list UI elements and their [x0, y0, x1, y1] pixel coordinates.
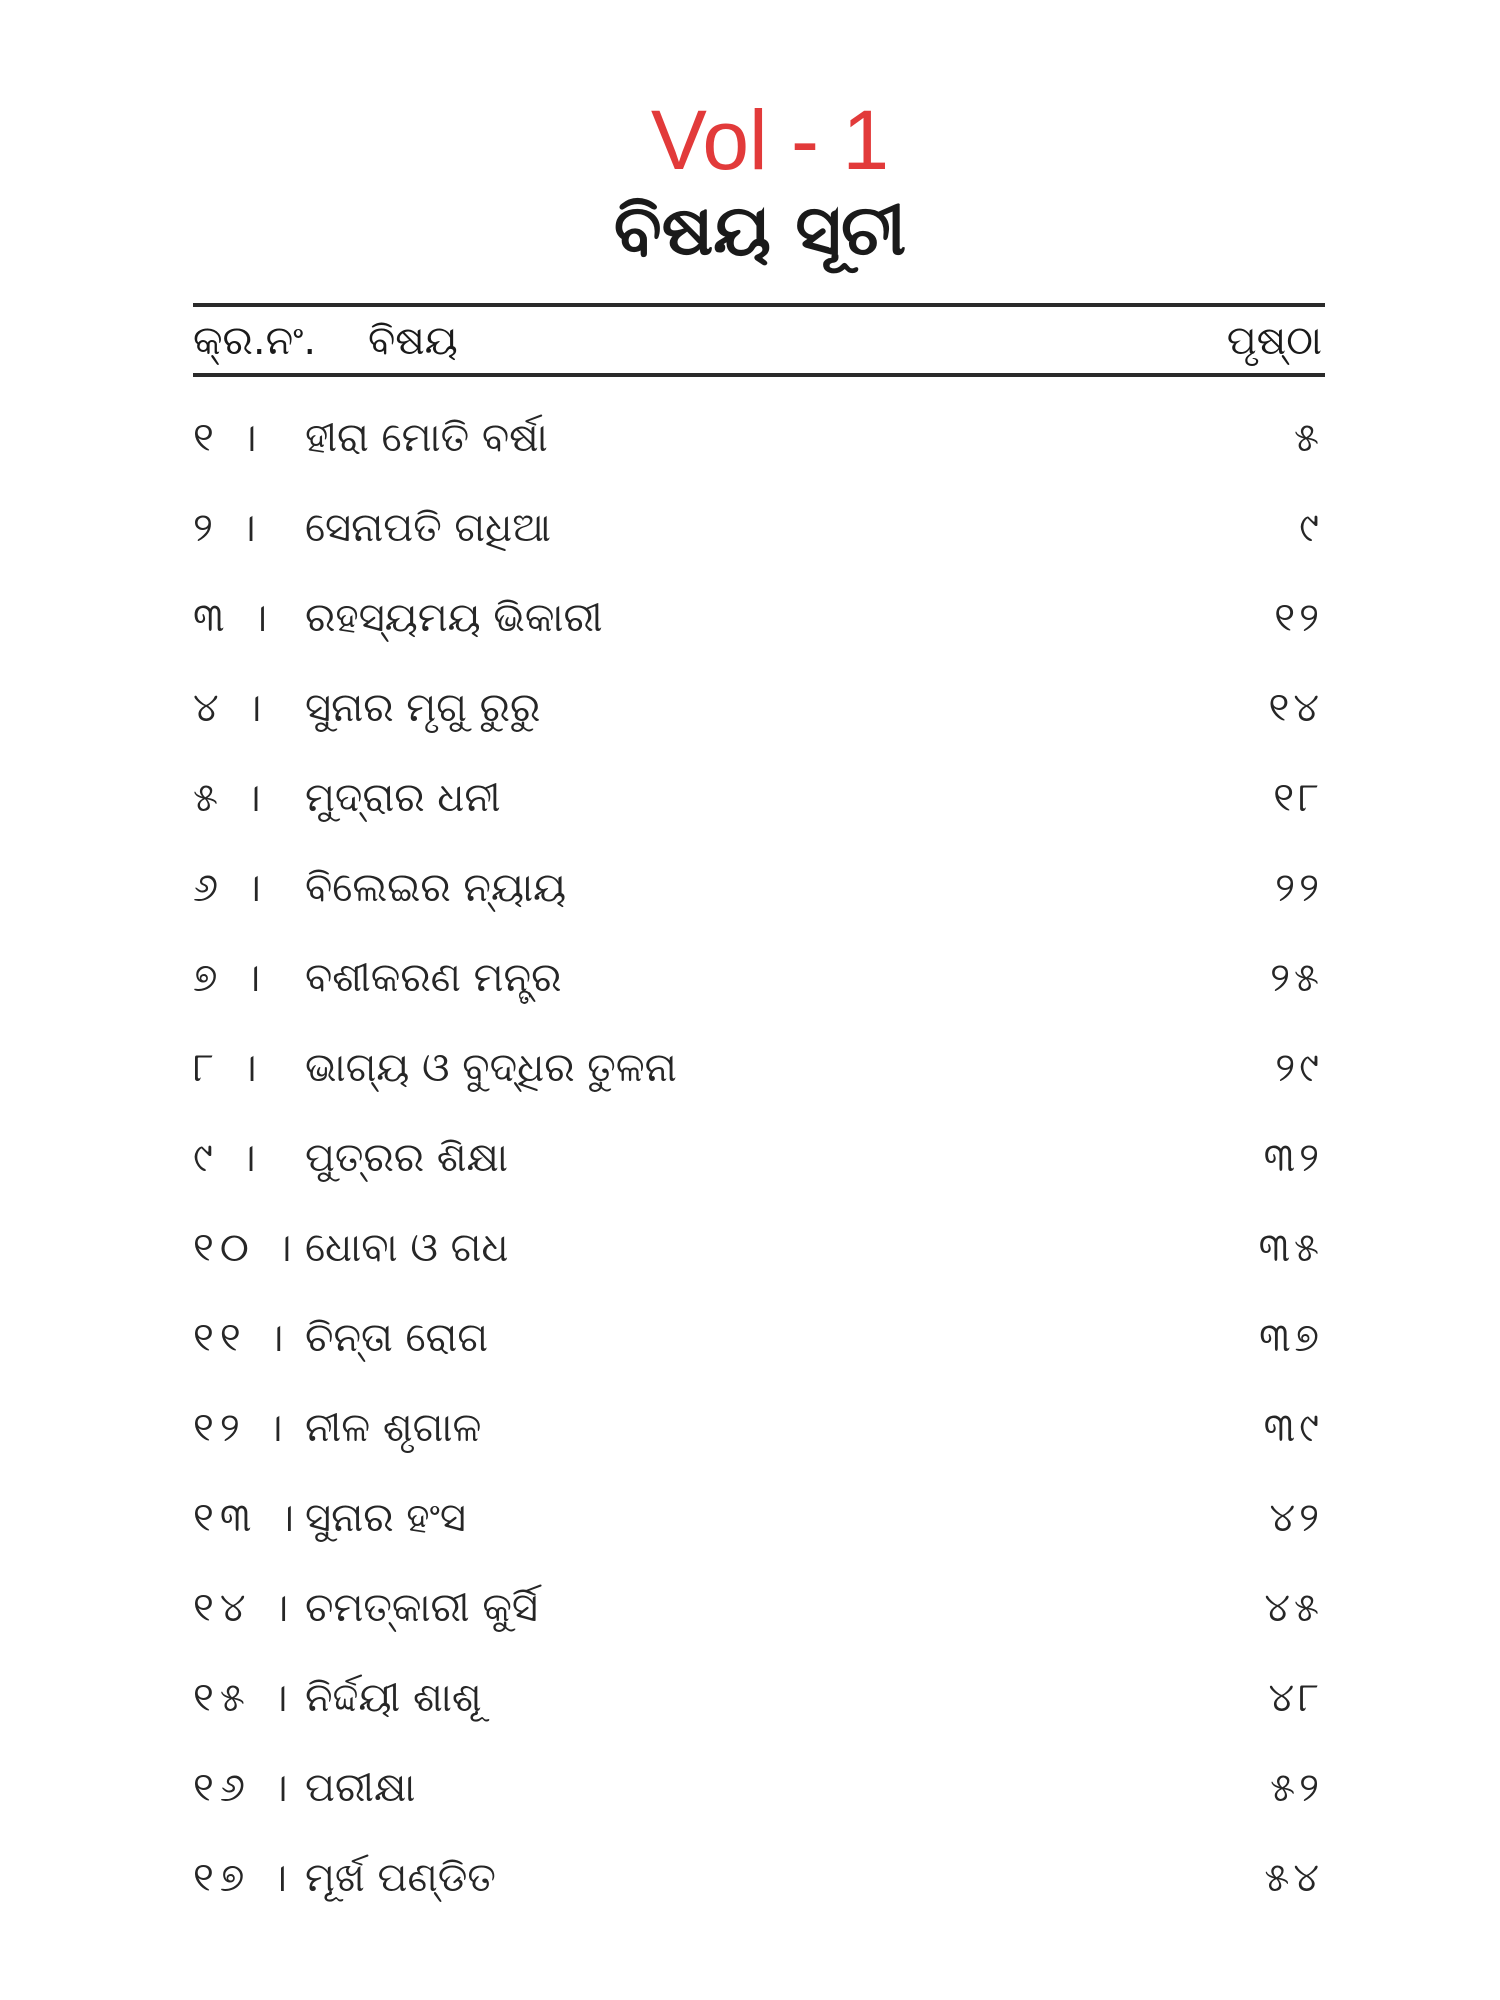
page-number: ୧୪	[1268, 685, 1323, 731]
page-number: ୩୨	[1263, 1135, 1323, 1181]
serial-number: ୨ ।	[193, 505, 262, 551]
page-number: ୪୫	[1264, 1585, 1323, 1631]
toc-row	[193, 573, 1323, 663]
serial-number: ୧୪ ।	[193, 1585, 295, 1631]
story-title: ସେନାପତି ଗଧିଆ	[305, 505, 551, 551]
toc-row	[193, 663, 1323, 753]
page-number: ୩୭	[1259, 1315, 1323, 1361]
page-number: ୨୫	[1270, 955, 1323, 1001]
serial-number: ୫ ।	[193, 775, 267, 821]
toc-row	[193, 753, 1323, 843]
serial-number: ୩ ।	[193, 595, 274, 641]
story-title: ନିର୍ଦ୍ଦୟୀ ଶାଶୂ	[305, 1675, 482, 1721]
column-header-page: ପୃଷ୍ଠା	[1226, 318, 1322, 364]
toc-row	[193, 1653, 1323, 1743]
page-number: ୨୯	[1275, 1045, 1323, 1091]
story-title: ସୁନାର ହଂସ	[305, 1495, 466, 1541]
page-number: ୫୪	[1264, 1855, 1323, 1901]
page-number: ୩୯	[1263, 1405, 1323, 1451]
serial-number: ୯ ।	[193, 1135, 262, 1181]
page-number: ୨୨	[1275, 865, 1323, 911]
story-title: ମୁଦ୍ରାର ଧନୀ	[305, 775, 501, 821]
toc-row	[193, 1473, 1323, 1563]
page-number: ୫	[1294, 415, 1323, 461]
serial-number: ୧୫ ।	[193, 1675, 294, 1721]
toc-row	[193, 933, 1323, 1023]
toc-row	[193, 1383, 1323, 1473]
story-title: ହୀରା ମୋତି ବର୍ଷା	[305, 415, 548, 461]
serial-number: ୧୨ ।	[193, 1405, 289, 1451]
page-number: ୧୨	[1274, 595, 1323, 641]
serial-number: ୬ ।	[193, 865, 267, 911]
toc-row	[193, 1203, 1323, 1293]
serial-number: ୮ ।	[193, 1045, 263, 1091]
toc-row	[193, 1833, 1323, 1923]
page-number: ୯	[1299, 505, 1323, 551]
column-header-serial: କ୍ର.ନଂ.	[193, 318, 317, 364]
toc-row	[193, 483, 1323, 573]
serial-number: ୧୦ ।	[193, 1225, 298, 1271]
story-title: ବଶୀକରଣ ମନ୍ତ୍ର	[305, 955, 562, 1001]
story-title: ମୂର୍ଖ ପଣ୍ଡିତ	[305, 1855, 496, 1901]
story-title: ଚମତ୍କାରୀ କୁର୍ସି	[305, 1585, 538, 1631]
story-title: ରହସ୍ୟମୟ ଭିକାରୀ	[305, 595, 603, 641]
serial-number: ୧୧ ।	[193, 1315, 290, 1361]
page-title: ବିଷୟ ସୂଚୀ	[613, 189, 907, 271]
volume-label: Vol - 1	[650, 93, 890, 187]
story-title: ଭାଗ୍ୟ ଓ ବୁଦ୍ଧିର ତୁଳନା	[305, 1045, 677, 1091]
story-title: ଚିନ୍ତା ରୋଗ	[305, 1315, 489, 1361]
page-number: ୫୨	[1270, 1765, 1323, 1811]
toc-row	[193, 843, 1323, 933]
toc-row	[193, 1023, 1323, 1113]
serial-number: ୧୩ ।	[193, 1495, 300, 1541]
story-title: ସୁନାର ମୃଗୁ ରୁରୁ	[305, 685, 541, 731]
toc-row	[193, 393, 1323, 483]
toc-row	[193, 1293, 1323, 1383]
toc-row	[193, 1113, 1323, 1203]
page-number: ୪୨	[1269, 1495, 1323, 1541]
story-title: ନୀଳ ଶୃଗାଳ	[305, 1405, 482, 1451]
serial-number: ୭ ।	[193, 955, 267, 1001]
serial-number: ୪ ।	[193, 685, 268, 731]
story-title: ବିଲେଇର ନ୍ୟାୟ	[305, 865, 567, 911]
serial-number: ୧୬ ।	[193, 1765, 294, 1811]
toc-row	[193, 1563, 1323, 1653]
page-number: ୩୫	[1258, 1225, 1323, 1271]
page-number: ୪୮	[1268, 1675, 1323, 1721]
serial-number: ୧ ।	[193, 415, 263, 461]
serial-number: ୧୭ ।	[193, 1855, 294, 1901]
story-title: ପୁତ୍ରର ଶିକ୍ଷା	[305, 1135, 508, 1181]
toc-row	[193, 1743, 1323, 1833]
story-title: ଧୋବା ଓ ଗଧ	[305, 1225, 509, 1271]
page-number: ୧୮	[1273, 775, 1323, 821]
column-header-subject: ବିଷୟ	[368, 318, 458, 364]
story-title: ପରୀକ୍ଷା	[305, 1765, 416, 1811]
